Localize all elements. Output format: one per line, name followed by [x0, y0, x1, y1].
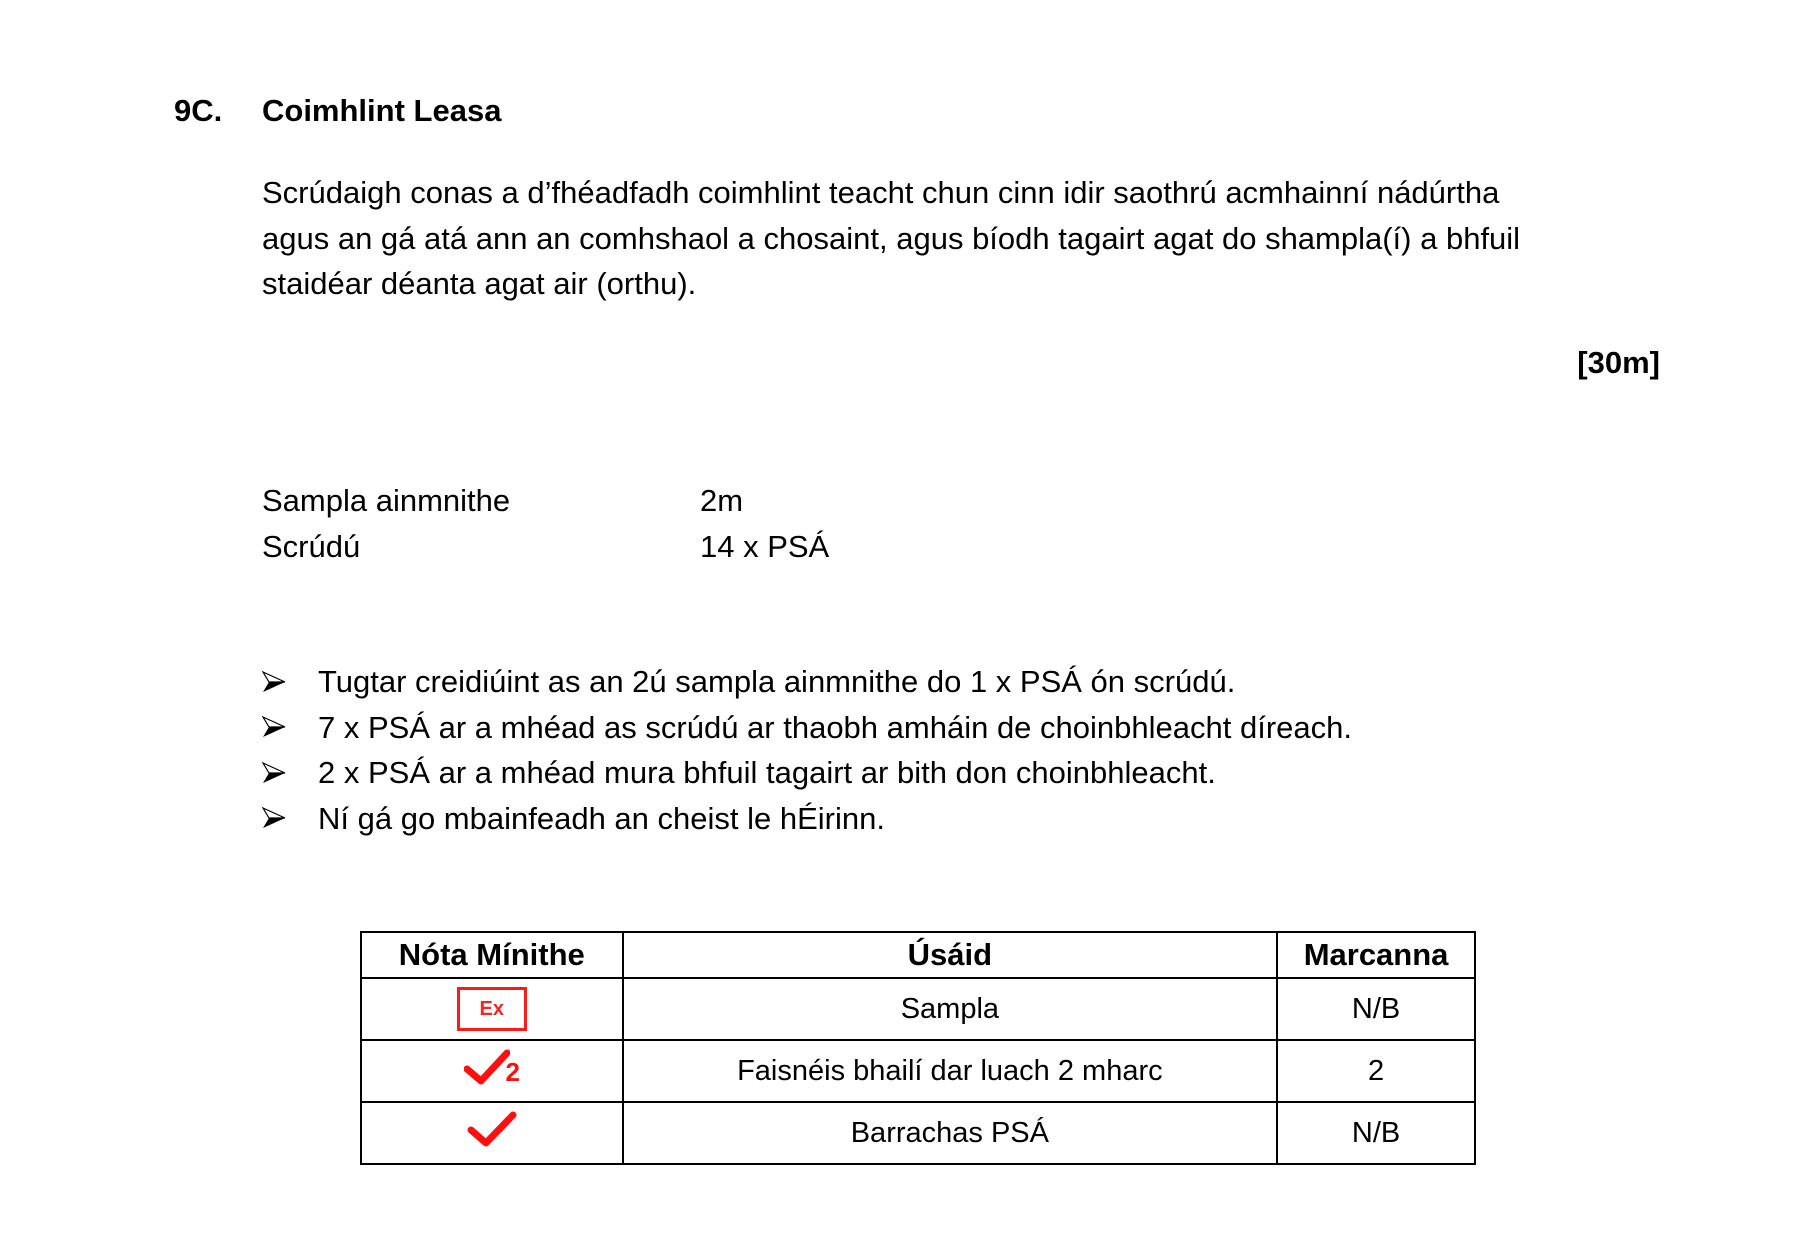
question-text: [262, 170, 1682, 307]
usage-cell: Faisnéis bhailí dar luach 2 mharc: [623, 1040, 1278, 1102]
total-marks: [30m]: [1577, 345, 1660, 380]
annotation-key-table: [360, 931, 1476, 1165]
arrow-bullet-icon: [262, 762, 318, 784]
example-box-icon: Ex: [457, 987, 527, 1031]
allocation-label: Sampla ainmnithe: [262, 483, 511, 518]
allocation-row: [262, 524, 829, 570]
arrow-bullet-icon: [262, 716, 318, 738]
tick-2-icon: [464, 1049, 520, 1085]
tick-icon: [467, 1123, 517, 1155]
allocation-label: Scrúdú: [262, 528, 361, 564]
column-header: Nóta Mínithe: [361, 932, 623, 978]
annotation-cell: [361, 1040, 623, 1102]
table-header-row: [361, 932, 1475, 978]
question-text-line: agus an gá atá ann an comhshaol a chosaint, agus bíodh tagairt agat do shampla(í) a bhfuil: [262, 220, 1521, 256]
question-text-line: staidéar déanta agat air (orthu).: [262, 266, 697, 301]
arrow-bullet-icon: [262, 807, 318, 829]
table-row: [361, 1040, 1475, 1102]
table-row: [361, 1102, 1475, 1164]
marks-cell: N/B: [1277, 978, 1475, 1040]
question-text-line: Scrúdaigh conas a d’fhéadfadh coimhlint teacht chun cinn idir saothrú acmhainní nádúrtha: [262, 175, 1500, 210]
arrow-bullet-icon: [262, 671, 318, 693]
question-title: Coimhlint Leasa: [262, 93, 502, 128]
bullet-text: 7 x PSÁ ar a mhéad as scrúdú ar thaobh amháin de choinbhleacht díreach.: [318, 709, 1352, 745]
question-number: 9C.: [174, 93, 223, 128]
allocation-value: 14 x PSÁ: [700, 528, 830, 564]
allocation-row: [262, 478, 829, 524]
marks-allocation: [262, 478, 829, 569]
annotation-cell: [361, 978, 623, 1040]
bullet-item: [262, 796, 1352, 842]
marking-notes: [262, 659, 1352, 841]
bullet-text: Ní gá go mbainfeadh an cheist le hÉirinn.: [318, 800, 885, 836]
tick-subscript: 2: [505, 1057, 521, 1087]
bullet-text: 2 x PSÁ ar a mhéad mura bhfuil tagairt ar bith don choinbhleacht.: [318, 755, 1216, 790]
marks-cell: N/B: [1277, 1102, 1475, 1164]
column-header: Úsáid: [623, 932, 1278, 978]
bullet-item: [262, 705, 1352, 751]
column-header: Marcanna: [1277, 932, 1475, 978]
table-row: [361, 978, 1475, 1040]
marks-cell: 2: [1277, 1040, 1475, 1102]
usage-cell: Barrachas PSÁ: [623, 1102, 1278, 1164]
allocation-value: 2m: [700, 483, 744, 518]
bullet-item: [262, 750, 1352, 796]
usage-cell: Sampla: [623, 978, 1278, 1040]
bullet-item: [262, 659, 1352, 705]
annotation-cell: [361, 1102, 623, 1164]
bullet-text: Tugtar creidiúint as an 2ú sampla ainmnithe do 1 x PSÁ ón scrúdú.: [318, 664, 1236, 699]
